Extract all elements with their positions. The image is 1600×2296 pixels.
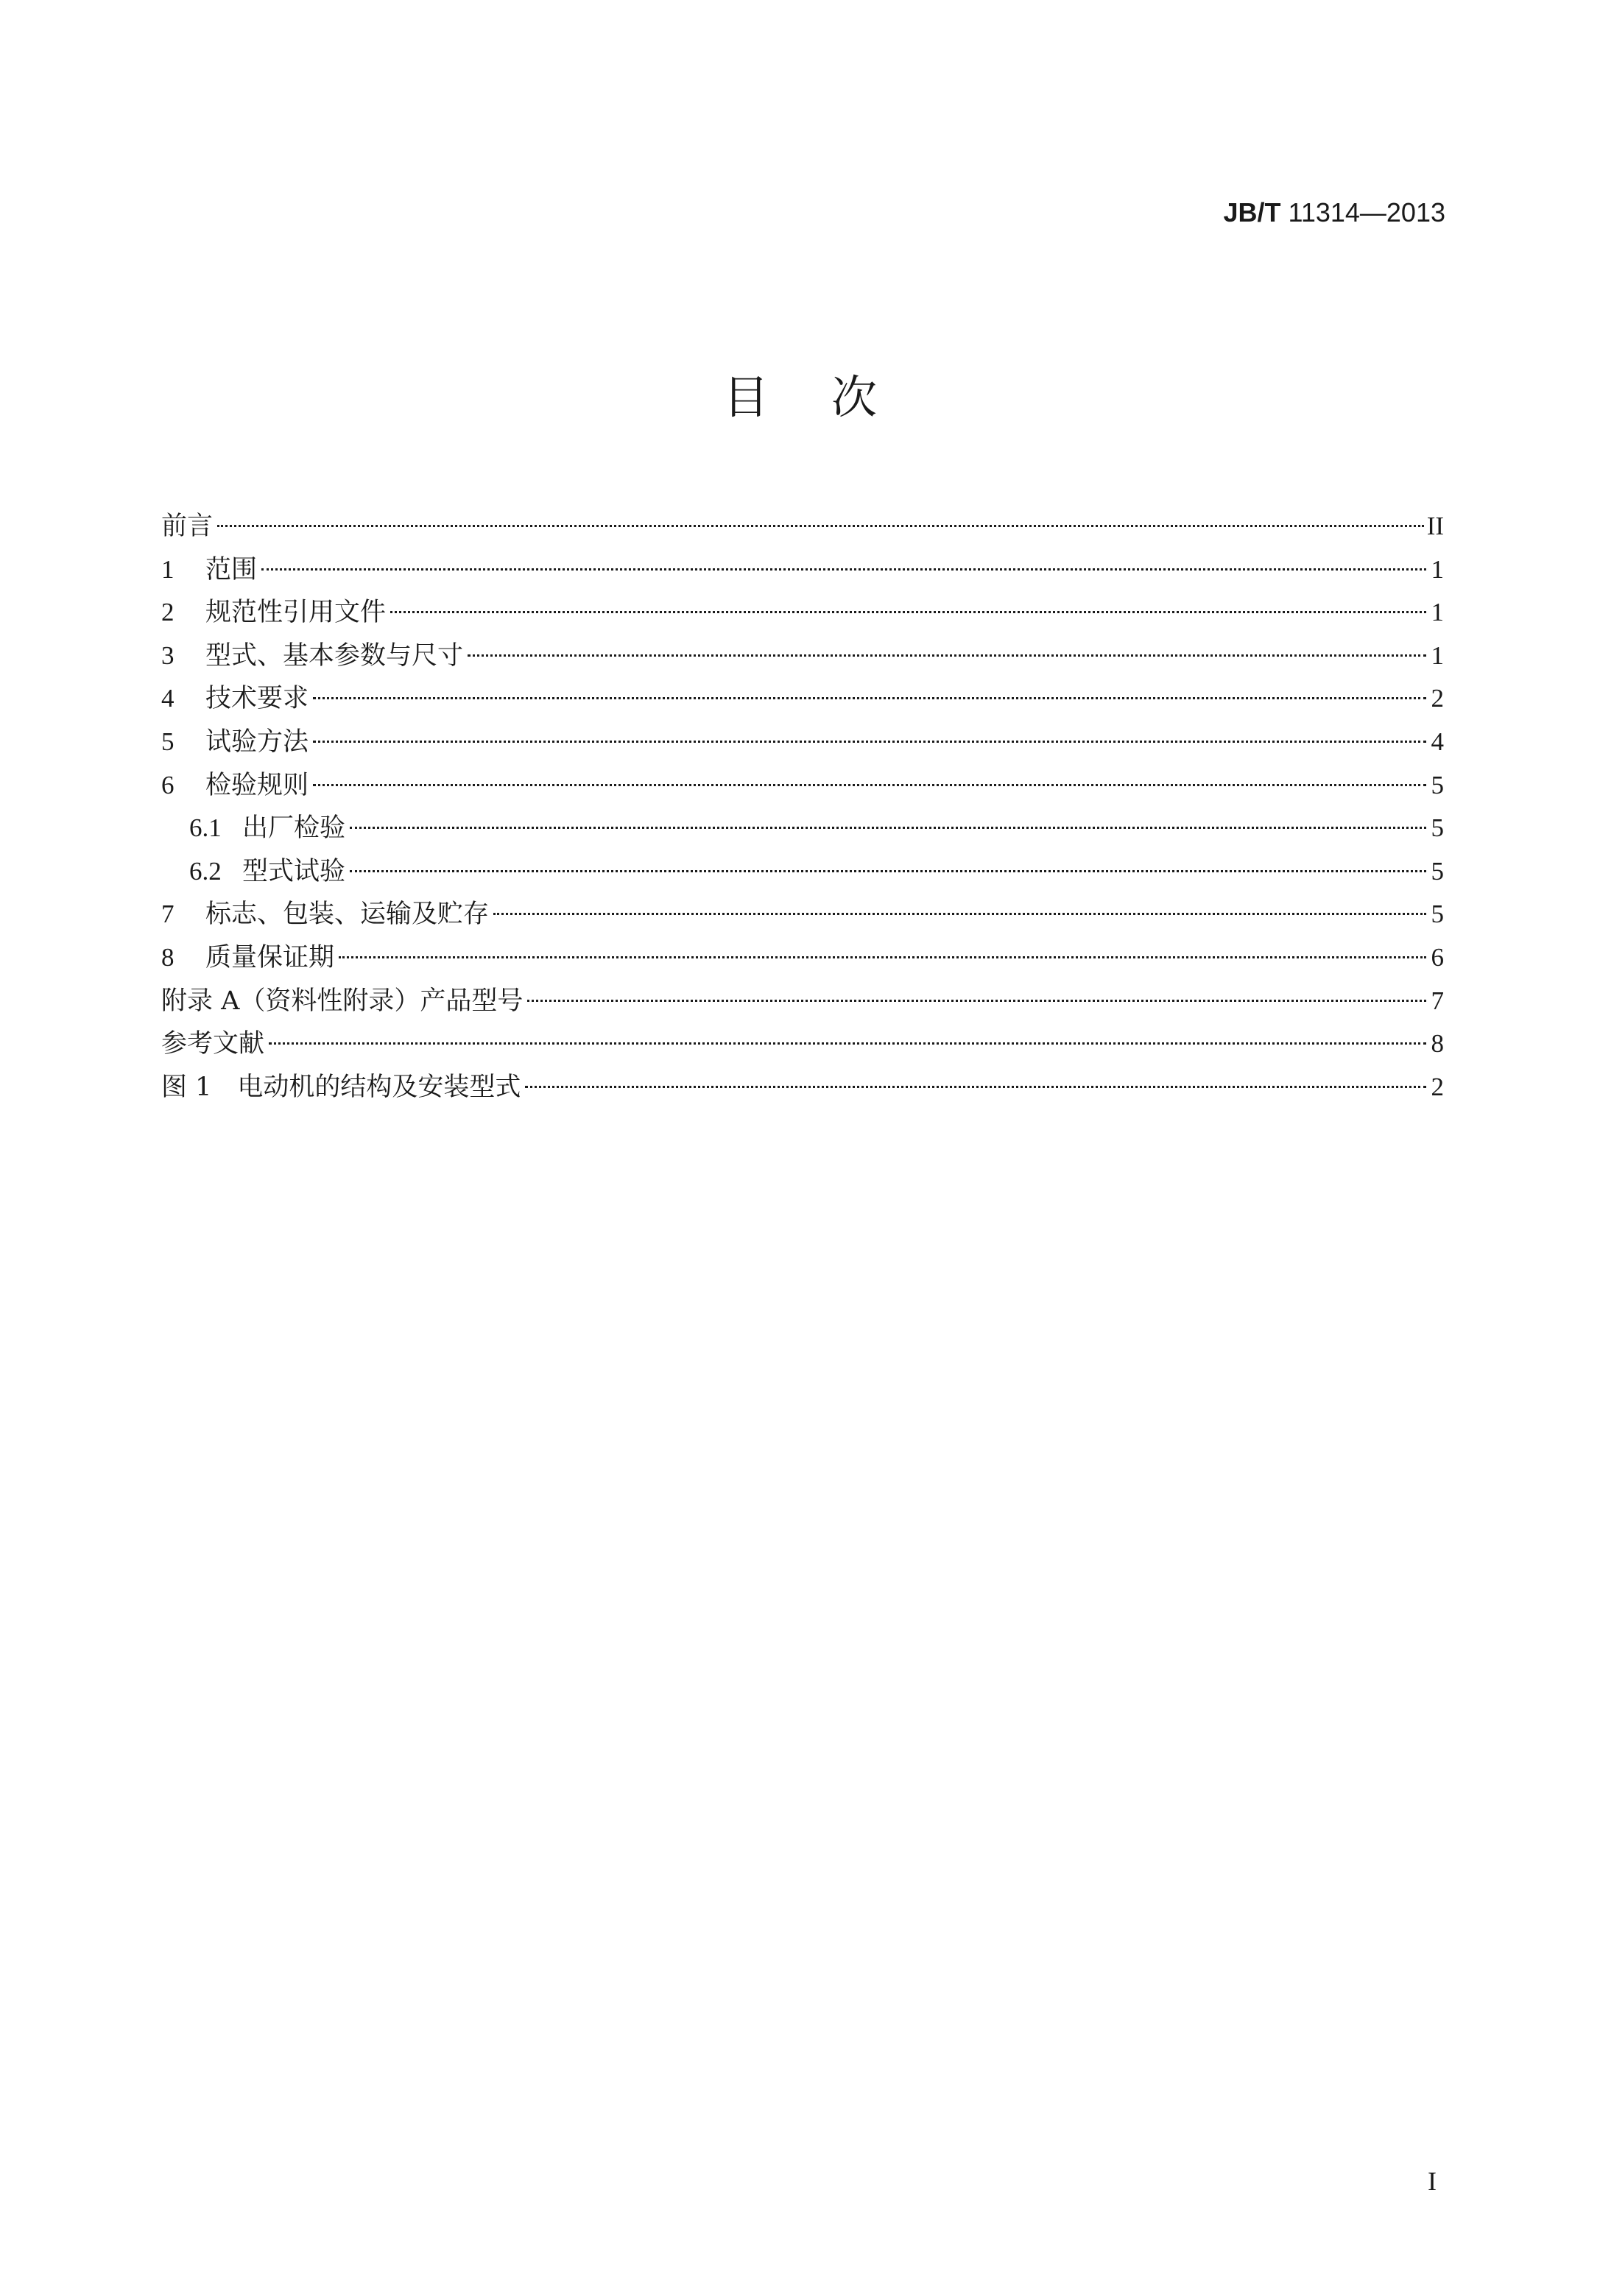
toc-entry-test-methods[interactable]: [161, 721, 1444, 764]
dot-leader: [269, 1042, 1426, 1045]
toc-entry-label: 型式试验: [242, 856, 346, 886]
toc-entry-types-parameters[interactable]: [161, 635, 1444, 678]
toc-entry-scope[interactable]: [161, 548, 1444, 592]
toc-entry-page: 5: [1431, 770, 1444, 799]
document-code-prefix: JB/T: [1223, 197, 1281, 227]
toc-entry-page: II: [1426, 512, 1444, 540]
toc-entry-number: 5: [161, 727, 175, 756]
toc-entry-normative-references[interactable]: [161, 591, 1444, 635]
dot-leader: [525, 1086, 1426, 1088]
toc-title: 目次: [722, 370, 940, 424]
dot-leader: [313, 741, 1426, 743]
toc-entry-number: 1: [161, 554, 175, 584]
toc-entry-number: 7: [161, 900, 175, 929]
toc-entry-technical-requirements[interactable]: [161, 677, 1444, 721]
toc-entry-page: 5: [1431, 813, 1444, 843]
toc-entry-label: 参考文献: [161, 1029, 265, 1059]
toc-entry-page: 8: [1431, 1029, 1444, 1059]
toc-entry-page: 1: [1431, 640, 1444, 670]
toc-entry-annex-a[interactable]: [161, 980, 1444, 1023]
toc-entry-label: 规范性引用文件: [205, 598, 387, 628]
toc-entry-marking-packaging[interactable]: [161, 893, 1444, 936]
toc-entry-label: 标志、包装、运输及贮存: [205, 900, 490, 930]
toc-entry-number: 6.1: [189, 813, 222, 843]
toc-entry-number: 8: [161, 942, 175, 972]
toc-entry-page: 5: [1431, 900, 1444, 929]
toc-entry-label: 出厂检验: [242, 813, 346, 844]
dot-leader: [261, 568, 1426, 571]
toc-entry-page: 2: [1431, 684, 1444, 713]
toc-entry-page: 5: [1431, 856, 1444, 886]
toc-entry-number: 2: [161, 598, 175, 627]
dot-leader: [339, 956, 1426, 958]
toc-entry-page: 1: [1431, 554, 1444, 584]
toc-entry-factory-inspection[interactable]: [161, 807, 1444, 850]
toc-entry-foreword[interactable]: [161, 505, 1444, 548]
dot-leader: [313, 784, 1426, 786]
toc-entry-figure-1[interactable]: [161, 1066, 1444, 1109]
toc-entry-page: 4: [1431, 727, 1444, 756]
dot-leader: [390, 611, 1426, 613]
toc-entry-label: 技术要求: [205, 684, 309, 714]
dot-leader: [217, 525, 1424, 527]
toc-entry-label: 范围: [205, 554, 258, 584]
dot-leader: [350, 827, 1426, 829]
dot-leader: [350, 870, 1426, 872]
toc-entry-warranty[interactable]: [161, 936, 1444, 980]
toc-entry-label: 型式、基本参数与尺寸: [205, 640, 464, 671]
dot-leader: [313, 697, 1426, 699]
toc-entry-number: 4: [161, 684, 175, 713]
page-number: I: [1428, 2166, 1437, 2196]
dot-leader: [468, 654, 1426, 657]
toc-entry-page: 6: [1431, 942, 1444, 972]
toc-entry-label: 附录 A（资料性附录）产品型号: [161, 986, 524, 1016]
dot-leader: [527, 1000, 1426, 1002]
document-code: [1223, 196, 1445, 230]
toc-entry-page: 7: [1431, 986, 1444, 1015]
toc-entry-label: 检验规则: [205, 770, 309, 800]
toc-entry-type-test[interactable]: [161, 850, 1444, 894]
toc-entry-inspection-rules[interactable]: [161, 764, 1444, 808]
toc-entry-number: 6: [161, 770, 175, 799]
toc-entry-label: 前言: [161, 512, 214, 541]
table-of-contents: [161, 505, 1444, 1109]
toc-entry-label: 图 1 电动机的结构及安装型式: [161, 1072, 521, 1102]
toc-entry-label: 质量保证期: [205, 942, 335, 972]
toc-entry-bibliography[interactable]: [161, 1022, 1444, 1066]
toc-entry-page: 1: [1431, 598, 1444, 627]
toc-entry-label: 试验方法: [205, 727, 309, 757]
document-code-number: 11314—2013: [1288, 197, 1445, 227]
toc-entry-number: 3: [161, 640, 175, 670]
dot-leader: [493, 913, 1426, 915]
toc-entry-page: 2: [1431, 1072, 1444, 1101]
toc-entry-number: 6.2: [189, 856, 222, 886]
